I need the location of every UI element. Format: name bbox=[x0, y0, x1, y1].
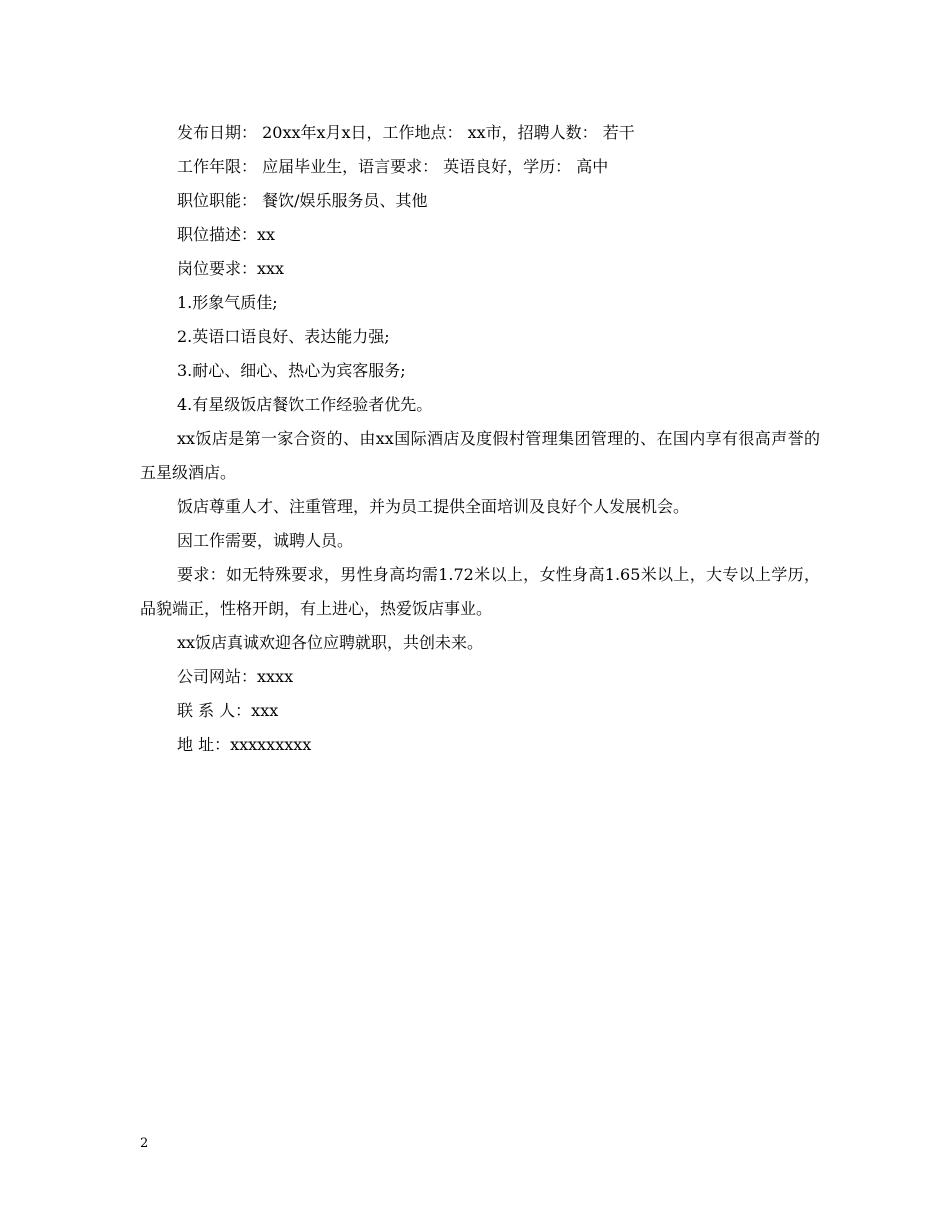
address-line: 地 址：xxxxxxxxx bbox=[177, 735, 312, 754]
post-requirements-line: 岗位要求：xxx bbox=[177, 259, 285, 278]
requirement-item-2: 2.英语口语良好、表达能力强; bbox=[177, 327, 390, 346]
requirement-item-4: 4.有星级饭店餐饮工作经验者优先。 bbox=[177, 395, 433, 414]
hotel-values-paragraph: 饭店尊重人才、注重管理，并为员工提供全面培训及良好个人发展机会。 bbox=[177, 497, 690, 516]
hiring-reason-paragraph: 因工作需要，诚聘人员。 bbox=[177, 531, 354, 550]
page-number: 2 bbox=[140, 1136, 149, 1151]
hotel-intro-paragraph: xx饭店是第一家合资的、由xx国际酒店及度假村管理集团管理的、在国内享有很高声誉的五星级酒店。 bbox=[140, 429, 820, 482]
welcome-paragraph: xx饭店真诚欢迎各位应聘就职，共创未来。 bbox=[177, 633, 484, 652]
requirement-item-1: 1.形象气质佳; bbox=[177, 293, 278, 312]
requirement-item-3: 3.耐心、细心、热心为宾客服务; bbox=[177, 361, 406, 380]
company-website-line: 公司网站：xxxx bbox=[177, 667, 294, 686]
candidate-requirements-paragraph: 要求：如无特殊要求，男性身高均需1.72米以上，女性身高1.65米以上，大专以上学历，品貌端正，性格开朗，有上进心，热爱饭店事业。 bbox=[140, 565, 820, 618]
publish-info-line: 发布日期： 20xx年x月x日，工作地点： xx市，招聘人数： 若干 bbox=[177, 123, 635, 142]
job-function-line: 职位职能： 餐饮/娱乐服务员、其他 bbox=[177, 191, 428, 210]
requirements-info-line: 工作年限： 应届毕业生，语言要求： 英语良好，学历： 高中 bbox=[177, 157, 609, 176]
document-body bbox=[140, 116, 820, 762]
contact-person-line: 联 系 人：xxx bbox=[177, 701, 279, 720]
job-description-line: 职位描述：xx bbox=[177, 225, 276, 244]
